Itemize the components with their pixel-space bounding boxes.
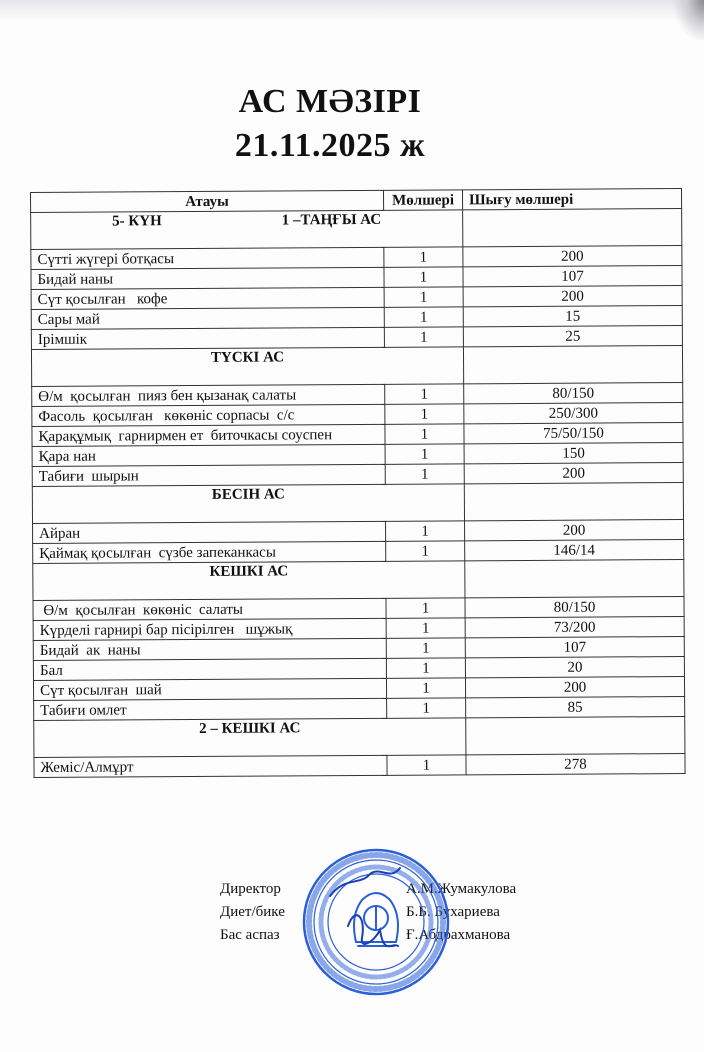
section-title: 1 –ТАҢҒЫ АС: [281, 211, 382, 229]
item-name: Қарақұмық гарнирмен ет биточкасы соуспен: [32, 424, 385, 446]
item-output: 200: [464, 463, 683, 484]
section-header-row: [31, 209, 682, 250]
item-quantity: 1: [385, 464, 464, 484]
item-quantity: 1: [386, 658, 465, 678]
item-quantity: 1: [386, 541, 465, 561]
item-quantity: 1: [386, 598, 465, 618]
item-quantity: 1: [385, 444, 464, 464]
section-title-cell: [31, 347, 463, 387]
item-output: 200: [463, 246, 682, 267]
section-empty-cell: [463, 209, 682, 247]
signature-role: Директор: [220, 881, 281, 897]
section-title-cell: [32, 484, 464, 524]
menu-body: [31, 209, 685, 778]
menu-table: [30, 188, 686, 778]
item-quantity: 1: [384, 247, 463, 267]
item-quantity: 1: [387, 698, 466, 718]
item-output: 75/50/150: [464, 423, 683, 444]
item-quantity: 1: [384, 267, 463, 287]
item-quantity: 1: [384, 327, 463, 347]
signature-name: Б.Б. Бухариева: [406, 904, 500, 920]
section-header-row: [32, 483, 683, 524]
item-name: Қаймақ қосылған сүзбе запеканкасы: [33, 541, 386, 563]
item-name: Ө/м қосылған көкөніс салаты: [33, 598, 386, 620]
section-header-row: [34, 717, 685, 758]
header-output: Шығу мөлшері: [462, 189, 681, 210]
section-header-row: [33, 560, 684, 601]
signature-role: Бас аспаз: [220, 927, 280, 943]
section-empty-cell: [466, 717, 685, 755]
item-output: 200: [465, 520, 684, 541]
item-output: 146/14: [465, 540, 684, 561]
item-name: Қара нан: [32, 444, 385, 466]
item-output: 85: [466, 697, 685, 718]
scan-top-shadow: [0, 0, 704, 22]
item-quantity: 1: [386, 521, 465, 541]
item-quantity: 1: [385, 404, 464, 424]
item-quantity: 1: [387, 755, 466, 775]
item-name: Бидай ак наны: [33, 638, 386, 660]
header-name: Атауы: [31, 190, 384, 212]
section-title-cell: [31, 210, 463, 250]
item-output: 80/150: [465, 597, 684, 618]
item-quantity: 1: [386, 618, 465, 638]
item-output: 15: [463, 306, 682, 327]
document-title: АС МӘЗІРІ: [238, 83, 422, 120]
section-header-row: [31, 346, 682, 387]
section-title: ТҮСКІ АС: [210, 349, 285, 366]
item-output: 150: [464, 443, 683, 464]
signature-name: Ғ.Абдрахманова: [406, 927, 511, 943]
section-title: КЕШКІ АС: [209, 563, 289, 580]
section-title: 2 – КЕШКІ АС: [199, 720, 301, 737]
signature-row: [220, 878, 516, 901]
item-output: 250/300: [464, 403, 683, 424]
day-label: 5- КҮН: [112, 213, 162, 230]
item-quantity: 1: [384, 307, 463, 327]
document-date: 21.11.2025 ж: [234, 127, 426, 164]
signature-row: [220, 901, 516, 924]
header-quantity: Мөлшері: [383, 190, 462, 210]
scan-corner-shadow: [674, 0, 704, 40]
item-name: Бал: [33, 658, 386, 680]
item-output: 20: [465, 657, 684, 678]
section-title: БЕСІН АС: [211, 486, 285, 503]
section-empty-cell: [463, 346, 682, 384]
item-name: Бидай наны: [31, 267, 384, 289]
item-name: Сүтті жүгері ботқасы: [31, 247, 384, 269]
item-output: 80/150: [464, 383, 683, 404]
item-name: Фасоль қосылған көкөніс сорпасы с/с: [32, 404, 385, 426]
item-name: Күрделі гарнирі бар пісірілген шұжық: [33, 618, 386, 640]
item-name: Табиғи шырын: [32, 464, 385, 486]
item-output: 278: [466, 754, 685, 775]
table-row: [34, 754, 685, 778]
item-output: 25: [463, 326, 682, 347]
item-output: 200: [463, 286, 682, 307]
item-name: Ірімшік: [31, 327, 384, 349]
item-name: Сары май: [31, 307, 384, 329]
item-quantity: 1: [386, 678, 465, 698]
item-name: Табиғи омлет: [34, 698, 387, 720]
item-quantity: 1: [384, 287, 463, 307]
item-quantity: 1: [385, 384, 464, 404]
signature-row: [220, 924, 516, 947]
item-name: Ө/м қосылған пияз бен қызанақ салаты: [32, 384, 385, 406]
item-output: 107: [465, 637, 684, 658]
item-name: Жеміс/Алмұрт: [34, 755, 387, 777]
section-title-cell: [33, 561, 465, 601]
item-name: Сүт қосылған кофе: [31, 287, 384, 309]
item-output: 73/200: [465, 617, 684, 638]
item-output: 107: [463, 266, 682, 287]
signature-name: А.М.Жумакулова: [406, 881, 517, 897]
item-name: Айран: [33, 521, 386, 543]
section-empty-cell: [465, 560, 684, 598]
section-title-cell: [34, 718, 466, 758]
signatures-block: [220, 878, 516, 947]
item-name: Сүт қосылған шай: [33, 678, 386, 700]
item-quantity: 1: [385, 424, 464, 444]
item-quantity: 1: [386, 638, 465, 658]
signature-role: Диет/бике: [220, 904, 285, 920]
section-empty-cell: [464, 483, 683, 521]
item-output: 200: [465, 677, 684, 698]
